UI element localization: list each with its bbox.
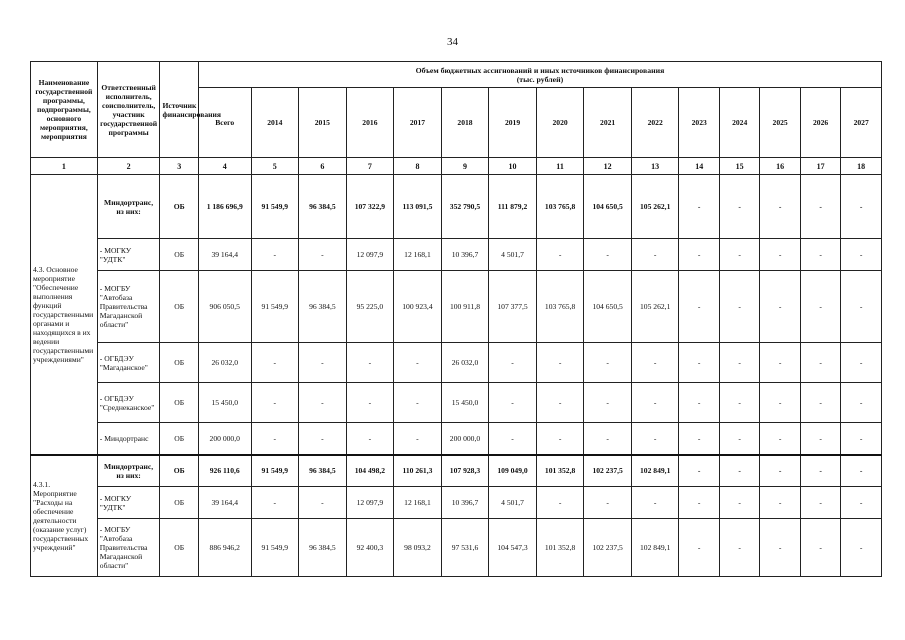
value-cell: - xyxy=(584,239,632,271)
value-cell: 103 765,8 xyxy=(536,175,584,239)
program-name-cell: 4.3. Основное мероприятие "Обеспечение выполнения функций государственными органами и находящихся в их ведении государственными учреждениями" xyxy=(31,175,98,455)
value-cell: - xyxy=(760,175,800,239)
column-number: 4 xyxy=(198,158,251,175)
column-number: 8 xyxy=(394,158,442,175)
table-row xyxy=(31,383,882,423)
value-cell: - xyxy=(800,487,840,519)
column-number: 6 xyxy=(299,158,347,175)
value-cell: - xyxy=(719,487,759,519)
value-cell: - xyxy=(841,239,882,271)
value-cell: - xyxy=(251,343,299,383)
value-cell: - xyxy=(679,239,719,271)
column-number: 13 xyxy=(631,158,679,175)
value-cell: - xyxy=(394,343,442,383)
column-number: 7 xyxy=(346,158,394,175)
value-cell: 96 384,5 xyxy=(299,519,347,577)
value-cell: - xyxy=(489,383,537,423)
column-number: 18 xyxy=(841,158,882,175)
source-cell: ОБ xyxy=(160,175,198,239)
responsible-cell: Миндортранс, из них: xyxy=(97,455,160,487)
table-row xyxy=(31,455,882,487)
value-cell: 102 849,1 xyxy=(631,455,679,487)
value-cell: - xyxy=(719,423,759,455)
value-cell: - xyxy=(800,271,840,343)
value-cell: 104 650,5 xyxy=(584,271,632,343)
source-cell: ОБ xyxy=(160,271,198,343)
value-cell: - xyxy=(679,519,719,577)
value-cell: - xyxy=(584,343,632,383)
value-cell: - xyxy=(800,519,840,577)
source-cell: ОБ xyxy=(160,383,198,423)
column-number: 12 xyxy=(584,158,632,175)
value-cell: - xyxy=(251,487,299,519)
value-cell: 109 049,0 xyxy=(489,455,537,487)
value-cell: 98 093,2 xyxy=(394,519,442,577)
value-cell: - xyxy=(800,343,840,383)
value-cell: - xyxy=(760,423,800,455)
value-cell: - xyxy=(584,383,632,423)
value-cell: - xyxy=(584,487,632,519)
column-number: 3 xyxy=(160,158,198,175)
value-cell: 107 928,3 xyxy=(441,455,489,487)
value-cell: - xyxy=(251,423,299,455)
value-cell: 105 262,1 xyxy=(631,175,679,239)
value-cell: - xyxy=(719,271,759,343)
value-cell: 100 923,4 xyxy=(394,271,442,343)
value-cell: - xyxy=(536,239,584,271)
value-cell: 107 377,5 xyxy=(489,271,537,343)
value-cell: 101 352,8 xyxy=(536,455,584,487)
value-cell: 91 549,9 xyxy=(251,271,299,343)
value-cell: 886 946,2 xyxy=(198,519,251,577)
header-year: 2018 xyxy=(441,88,489,158)
value-cell: 200 000,0 xyxy=(441,423,489,455)
value-cell: 104 498,2 xyxy=(346,455,394,487)
responsible-cell: - ОГБДЭУ "Среднеканское" xyxy=(97,383,160,423)
value-cell: 906 050,5 xyxy=(198,271,251,343)
column-number: 5 xyxy=(251,158,299,175)
value-cell: 113 091,5 xyxy=(394,175,442,239)
column-number: 2 xyxy=(97,158,160,175)
column-number: 10 xyxy=(489,158,537,175)
value-cell: - xyxy=(679,455,719,487)
value-cell: - xyxy=(299,423,347,455)
responsible-cell: - МОГКУ "УДТК" xyxy=(97,487,160,519)
value-cell: - xyxy=(800,455,840,487)
column-number: 11 xyxy=(536,158,584,175)
value-cell: - xyxy=(536,487,584,519)
value-cell: 92 400,3 xyxy=(346,519,394,577)
program-name-cell: 4.3.1. Мероприятие "Расходы на обеспечение деятельности (оказание услуг) государственных учреждений" xyxy=(31,455,98,577)
value-cell: - xyxy=(299,343,347,383)
table-row xyxy=(31,487,882,519)
column-number: 1 xyxy=(31,158,98,175)
value-cell: - xyxy=(800,383,840,423)
value-cell: - xyxy=(760,239,800,271)
value-cell: - xyxy=(299,383,347,423)
value-cell: - xyxy=(841,271,882,343)
value-cell: - xyxy=(800,239,840,271)
value-cell: 39 164,4 xyxy=(198,239,251,271)
header-source: Источник финансирования xyxy=(160,62,198,158)
column-number: 15 xyxy=(719,158,759,175)
value-cell: 4 501,7 xyxy=(489,239,537,271)
value-cell: - xyxy=(489,423,537,455)
value-cell: - xyxy=(800,423,840,455)
value-cell: 102 849,1 xyxy=(631,519,679,577)
value-cell: - xyxy=(631,487,679,519)
value-cell: 15 450,0 xyxy=(198,383,251,423)
source-cell: ОБ xyxy=(160,519,198,577)
value-cell: - xyxy=(760,519,800,577)
header-year: 2016 xyxy=(346,88,394,158)
value-cell: 104 547,3 xyxy=(489,519,537,577)
value-cell: 4 501,7 xyxy=(489,487,537,519)
header-year: 2019 xyxy=(489,88,537,158)
value-cell: 15 450,0 xyxy=(441,383,489,423)
value-cell: 95 225,0 xyxy=(346,271,394,343)
value-cell: - xyxy=(299,487,347,519)
value-cell: - xyxy=(679,343,719,383)
value-cell: - xyxy=(760,383,800,423)
header-name: Наименование государственной программы, подпрограммы, основного мероприятия, мероприятия xyxy=(31,62,98,158)
source-cell: ОБ xyxy=(160,423,198,455)
page-number: 34 xyxy=(447,36,458,48)
header-year: 2017 xyxy=(394,88,442,158)
value-cell: 12 168,1 xyxy=(394,239,442,271)
responsible-cell: - МОГБУ "Автобаза Правительства Магаданской области" xyxy=(97,271,160,343)
value-cell: - xyxy=(299,239,347,271)
value-cell: - xyxy=(394,423,442,455)
column-number: 9 xyxy=(441,158,489,175)
value-cell: 12 168,1 xyxy=(394,487,442,519)
value-cell: - xyxy=(346,383,394,423)
header-volume xyxy=(198,62,881,88)
value-cell: - xyxy=(760,487,800,519)
responsible-cell: - ОГБДЭУ "Магаданское" xyxy=(97,343,160,383)
header-year: 2020 xyxy=(536,88,584,158)
value-cell: 96 384,5 xyxy=(299,175,347,239)
value-cell: 1 186 696,9 xyxy=(198,175,251,239)
value-cell: 96 384,5 xyxy=(299,455,347,487)
value-cell: - xyxy=(679,383,719,423)
value-cell: 110 261,3 xyxy=(394,455,442,487)
value-cell: 12 097,9 xyxy=(346,239,394,271)
value-cell: - xyxy=(536,343,584,383)
value-cell: - xyxy=(800,175,840,239)
value-cell: - xyxy=(536,383,584,423)
column-number: 16 xyxy=(760,158,800,175)
table-row xyxy=(31,175,882,239)
value-cell: - xyxy=(251,383,299,423)
value-cell: 926 110,6 xyxy=(198,455,251,487)
responsible-cell: - Миндортранс xyxy=(97,423,160,455)
value-cell: 352 790,5 xyxy=(441,175,489,239)
header-year: 2023 xyxy=(679,88,719,158)
column-number: 14 xyxy=(679,158,719,175)
header-year: 2015 xyxy=(299,88,347,158)
value-cell: - xyxy=(679,423,719,455)
value-cell: - xyxy=(536,423,584,455)
responsible-cell: - МОГБУ "Автобаза Правительства Магаданской области" xyxy=(97,519,160,577)
value-cell: - xyxy=(841,343,882,383)
value-cell: - xyxy=(719,455,759,487)
value-cell: - xyxy=(394,383,442,423)
value-cell: - xyxy=(760,271,800,343)
header-total: Всего xyxy=(198,88,251,158)
value-cell: - xyxy=(841,423,882,455)
value-cell: - xyxy=(841,383,882,423)
value-cell: - xyxy=(719,519,759,577)
value-cell: - xyxy=(679,175,719,239)
table-row xyxy=(31,343,882,383)
value-cell: 39 164,4 xyxy=(198,487,251,519)
source-cell: ОБ xyxy=(160,239,198,271)
value-cell: - xyxy=(719,239,759,271)
table-row xyxy=(31,239,882,271)
header-year: 2022 xyxy=(631,88,679,158)
value-cell: 97 531,6 xyxy=(441,519,489,577)
value-cell: - xyxy=(631,383,679,423)
value-cell: - xyxy=(631,343,679,383)
value-cell: - xyxy=(631,239,679,271)
header-year: 2024 xyxy=(719,88,759,158)
value-cell: 102 237,5 xyxy=(584,455,632,487)
header-volume-title: Объем бюджетных ассигнований и иных источников финансирования xyxy=(415,65,665,75)
value-cell: 91 549,9 xyxy=(251,175,299,239)
value-cell: - xyxy=(760,455,800,487)
header-year: 2027 xyxy=(841,88,882,158)
value-cell: - xyxy=(719,383,759,423)
value-cell: 101 352,8 xyxy=(536,519,584,577)
value-cell: - xyxy=(841,455,882,487)
value-cell: 200 000,0 xyxy=(198,423,251,455)
source-cell: ОБ xyxy=(160,455,198,487)
value-cell: - xyxy=(841,175,882,239)
table-row xyxy=(31,271,882,343)
value-cell: 96 384,5 xyxy=(299,271,347,343)
table-row xyxy=(31,423,882,455)
header-year: 2025 xyxy=(760,88,800,158)
value-cell: 26 032,0 xyxy=(441,343,489,383)
value-cell: 105 262,1 xyxy=(631,271,679,343)
header-year: 2021 xyxy=(584,88,632,158)
value-cell: - xyxy=(841,519,882,577)
source-cell: ОБ xyxy=(160,343,198,383)
responsible-cell: Миндортранс, из них: xyxy=(97,175,160,239)
value-cell: 10 396,7 xyxy=(441,487,489,519)
header-year: 2026 xyxy=(800,88,840,158)
value-cell: 91 549,9 xyxy=(251,519,299,577)
table-row xyxy=(31,519,882,577)
header-responsible: Ответственный исполнитель, соисполнитель, участник государственной программы xyxy=(97,62,160,158)
value-cell: - xyxy=(489,343,537,383)
value-cell: - xyxy=(719,343,759,383)
value-cell: 12 097,9 xyxy=(346,487,394,519)
value-cell: - xyxy=(584,423,632,455)
value-cell: - xyxy=(346,343,394,383)
value-cell: 103 765,8 xyxy=(536,271,584,343)
value-cell: - xyxy=(679,271,719,343)
value-cell: - xyxy=(346,423,394,455)
value-cell: - xyxy=(841,487,882,519)
header-volume-unit: (тыс. рублей) xyxy=(516,74,564,84)
value-cell: 102 237,5 xyxy=(584,519,632,577)
value-cell: 104 650,5 xyxy=(584,175,632,239)
source-cell: ОБ xyxy=(160,487,198,519)
value-cell: - xyxy=(760,343,800,383)
header-year: 2014 xyxy=(251,88,299,158)
value-cell: 100 911,8 xyxy=(441,271,489,343)
value-cell: - xyxy=(679,487,719,519)
responsible-cell: - МОГКУ "УДТК" xyxy=(97,239,160,271)
value-cell: 10 396,7 xyxy=(441,239,489,271)
value-cell: - xyxy=(719,175,759,239)
value-cell: 111 879,2 xyxy=(489,175,537,239)
value-cell: 91 549,9 xyxy=(251,455,299,487)
value-cell: 26 032,0 xyxy=(198,343,251,383)
value-cell: 107 322,9 xyxy=(346,175,394,239)
budget-table xyxy=(30,61,882,577)
value-cell: - xyxy=(631,423,679,455)
column-number: 17 xyxy=(800,158,840,175)
value-cell: - xyxy=(251,239,299,271)
